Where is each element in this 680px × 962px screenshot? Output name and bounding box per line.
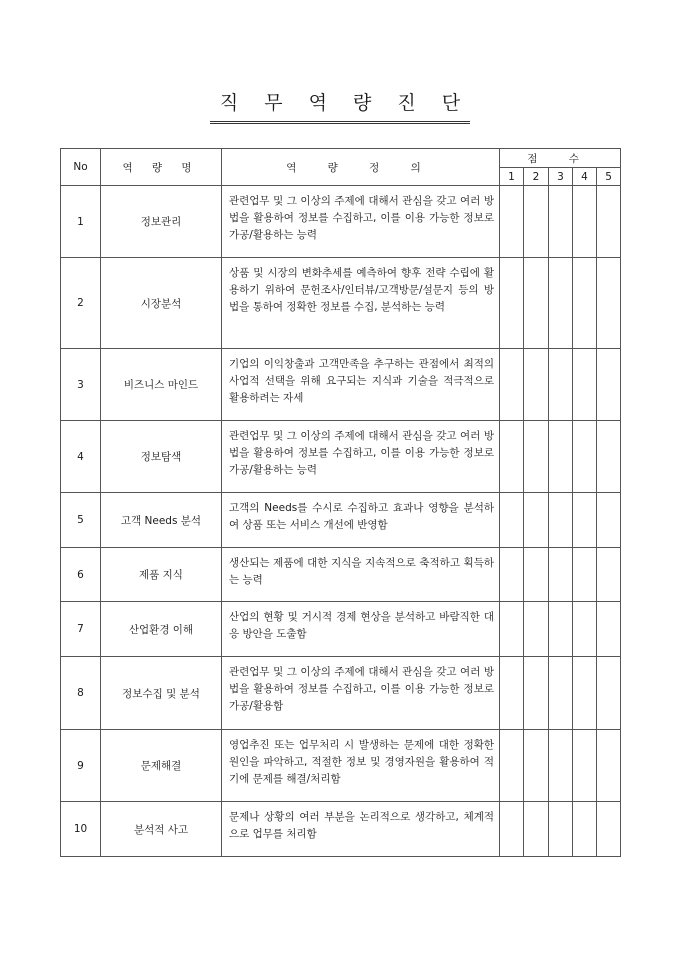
score-cell-2[interactable]	[524, 730, 549, 802]
score-cell-3[interactable]	[549, 493, 573, 548]
score-cell-2[interactable]	[524, 421, 549, 493]
table-row	[61, 421, 621, 493]
competency-definition: 관련업무 및 그 이상의 주제에 대해서 관심을 갖고 여러 방법을 활용하여 정보를 수집하고, 이를 이용 가능한 정보로 가공/활용하는 능력	[222, 421, 500, 493]
competency-name: 비즈니스 마인드	[101, 349, 222, 421]
score-cell-3[interactable]	[549, 186, 573, 258]
score-cell-5[interactable]	[597, 657, 621, 730]
score-cell-4[interactable]	[573, 258, 597, 349]
table-row	[61, 657, 621, 730]
score-cell-4[interactable]	[573, 421, 597, 493]
score-cell-3[interactable]	[549, 730, 573, 802]
competency-name: 산업환경 이해	[101, 602, 222, 657]
score-cell-4[interactable]	[573, 802, 597, 857]
score-cell-1[interactable]	[500, 349, 524, 421]
row-number: 2	[61, 258, 101, 349]
score-cell-4[interactable]	[573, 657, 597, 730]
competency-definition: 관련업무 및 그 이상의 주제에 대해서 관심을 갖고 여러 방법을 활용하여 정보를 수집하고, 이를 이용 가능한 정보로 가공/활용함	[222, 657, 500, 730]
table-row	[61, 548, 621, 602]
competency-name: 정보관리	[101, 186, 222, 258]
header-definition: 역 량 정 의	[222, 149, 500, 186]
row-number: 3	[61, 349, 101, 421]
page-title: 직 무 역 량 진 단	[210, 88, 470, 124]
score-cell-5[interactable]	[597, 421, 621, 493]
score-cell-3[interactable]	[549, 349, 573, 421]
competency-table	[60, 148, 621, 857]
competency-name: 시장분석	[101, 258, 222, 349]
competency-name: 분석적 사고	[101, 802, 222, 857]
row-number: 9	[61, 730, 101, 802]
header-row	[61, 149, 621, 168]
table-row	[61, 802, 621, 857]
table-row	[61, 730, 621, 802]
score-cell-1[interactable]	[500, 493, 524, 548]
table-row	[61, 493, 621, 548]
row-number: 1	[61, 186, 101, 258]
table-row	[61, 602, 621, 657]
score-level-3: 3	[549, 168, 573, 186]
score-cell-1[interactable]	[500, 548, 524, 602]
score-cell-1[interactable]	[500, 258, 524, 349]
row-number: 5	[61, 493, 101, 548]
score-cell-5[interactable]	[597, 349, 621, 421]
score-level-2: 2	[524, 168, 549, 186]
score-cell-1[interactable]	[500, 602, 524, 657]
row-number: 8	[61, 657, 101, 730]
competency-name: 정보탐색	[101, 421, 222, 493]
score-cell-4[interactable]	[573, 548, 597, 602]
score-cell-4[interactable]	[573, 493, 597, 548]
competency-name: 정보수집 및 분석	[101, 657, 222, 730]
score-cell-4[interactable]	[573, 349, 597, 421]
score-cell-3[interactable]	[549, 602, 573, 657]
score-level-1: 1	[500, 168, 524, 186]
score-cell-1[interactable]	[500, 657, 524, 730]
competency-definition: 상품 및 시장의 변화추세를 예측하여 향후 전략 수립에 활용하기 위하여 문헌조사/인터뷰/고객방문/설문지 등의 방법을 통하여 정확한 정보를 수집, 분석하는 능력	[222, 258, 500, 349]
score-cell-3[interactable]	[549, 657, 573, 730]
competency-definition: 관련업무 및 그 이상의 주제에 대해서 관심을 갖고 여러 방법을 활용하여 정보를 수집하고, 이를 이용 가능한 정보로 가공/활용하는 능력	[222, 186, 500, 258]
table-row	[61, 349, 621, 421]
score-cell-2[interactable]	[524, 186, 549, 258]
header-no: No	[61, 149, 101, 186]
header-name: 역 량 명	[101, 149, 222, 186]
competency-definition: 영업추진 또는 업무처리 시 발생하는 문제에 대한 정확한 원인을 파악하고, 적절한 정보 및 경영자원을 활용하여 적기에 문제를 해결/처리함	[222, 730, 500, 802]
score-cell-5[interactable]	[597, 730, 621, 802]
score-cell-5[interactable]	[597, 493, 621, 548]
score-cell-1[interactable]	[500, 186, 524, 258]
score-cell-5[interactable]	[597, 258, 621, 349]
competency-definition: 기업의 이익창출과 고객만족을 추구하는 관점에서 최적의 사업적 선택을 위해 요구되는 지식과 기술을 적극적으로 활용하려는 자세	[222, 349, 500, 421]
score-cell-2[interactable]	[524, 258, 549, 349]
competency-definition: 문제나 상황의 여러 부분을 논리적으로 생각하고, 체계적으로 업무를 처리함	[222, 802, 500, 857]
score-cell-1[interactable]	[500, 421, 524, 493]
score-cell-2[interactable]	[524, 802, 549, 857]
competency-definition: 생산되는 제품에 대한 지식을 지속적으로 축적하고 획득하는 능력	[222, 548, 500, 602]
score-level-4: 4	[573, 168, 597, 186]
score-cell-5[interactable]	[597, 802, 621, 857]
competency-definition: 고객의 Needs를 수시로 수집하고 효과나 영향을 분석하여 상품 또는 서비스 개선에 반영함	[222, 493, 500, 548]
table-row	[61, 258, 621, 349]
score-cell-3[interactable]	[549, 548, 573, 602]
score-cell-5[interactable]	[597, 186, 621, 258]
header-score: 점 수	[500, 149, 621, 168]
score-cell-3[interactable]	[549, 421, 573, 493]
row-number: 7	[61, 602, 101, 657]
table-row	[61, 186, 621, 258]
row-number: 6	[61, 548, 101, 602]
score-cell-4[interactable]	[573, 602, 597, 657]
score-cell-2[interactable]	[524, 602, 549, 657]
row-number: 4	[61, 421, 101, 493]
competency-name: 문제해결	[101, 730, 222, 802]
score-cell-2[interactable]	[524, 349, 549, 421]
score-cell-2[interactable]	[524, 548, 549, 602]
score-cell-5[interactable]	[597, 602, 621, 657]
score-cell-3[interactable]	[549, 802, 573, 857]
score-cell-1[interactable]	[500, 802, 524, 857]
score-level-5: 5	[597, 168, 621, 186]
competency-definition: 산업의 현황 및 거시적 경제 현상을 분석하고 바람직한 대응 방안을 도출함	[222, 602, 500, 657]
score-cell-2[interactable]	[524, 493, 549, 548]
row-number: 10	[61, 802, 101, 857]
score-cell-1[interactable]	[500, 730, 524, 802]
score-cell-4[interactable]	[573, 730, 597, 802]
score-cell-4[interactable]	[573, 186, 597, 258]
score-cell-5[interactable]	[597, 548, 621, 602]
score-cell-2[interactable]	[524, 657, 549, 730]
competency-name: 고객 Needs 분석	[101, 493, 222, 548]
competency-name: 제품 지식	[101, 548, 222, 602]
score-cell-3[interactable]	[549, 258, 573, 349]
title-area	[0, 88, 680, 124]
